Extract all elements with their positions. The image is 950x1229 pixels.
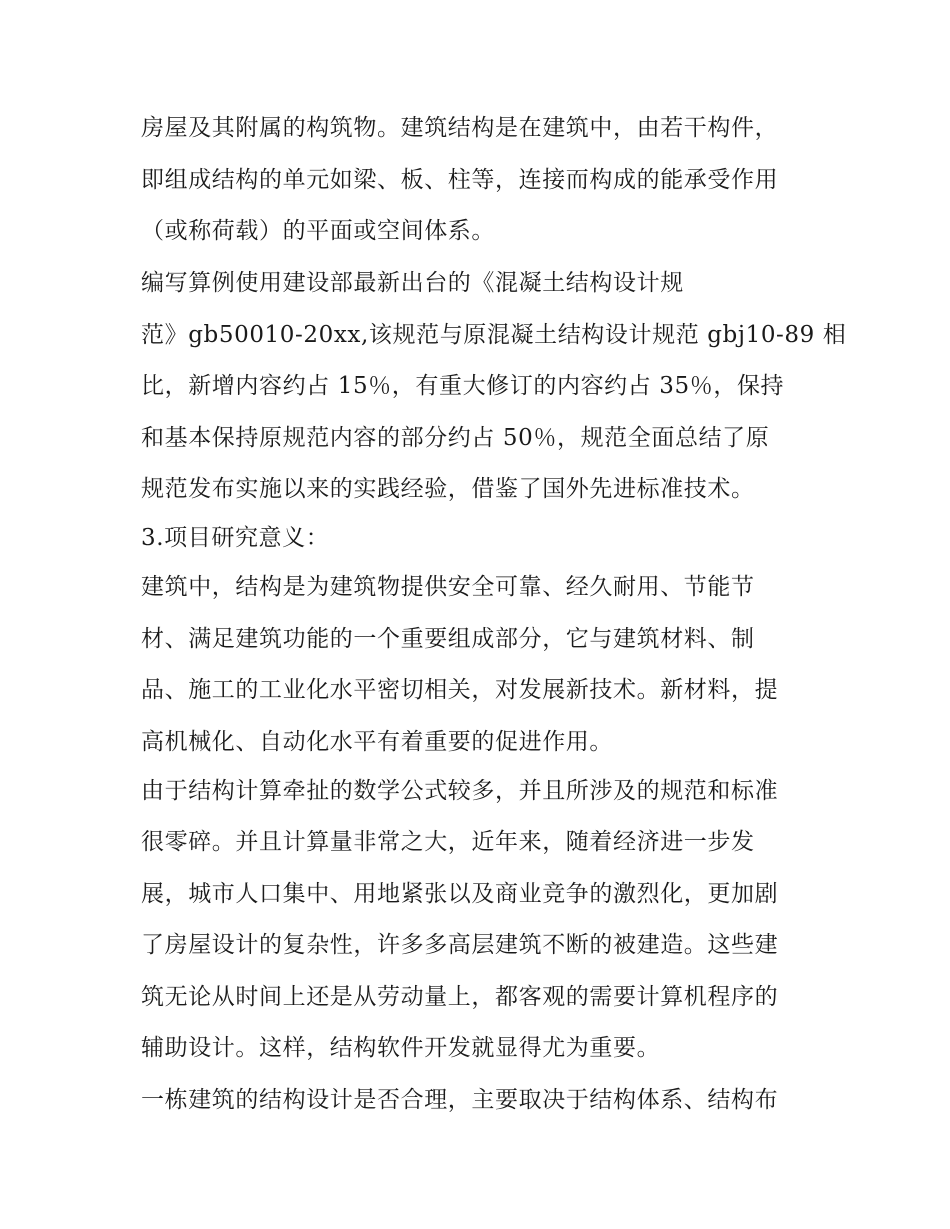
text-line: 编写算例使用建设部最新出台的《混凝土结构设计规 bbox=[141, 270, 684, 296]
text-line: 建筑中，结构是为建筑物提供安全可靠、经久耐用、节能节 bbox=[141, 574, 755, 600]
text-line: 由于结构计算牵扯的数学公式较多，并且所涉及的规范和标准 bbox=[141, 778, 779, 804]
text-line: 筑无论从时间上还是从劳动量上，都客观的需要计算机程序的 bbox=[141, 984, 779, 1010]
text-line: 很零碎。并且计算量非常之大，近年来，随着经济进一步发 bbox=[141, 829, 755, 855]
text-line: 比，新增内容约占 15％，有重大修订的内容约占 35％，保持 bbox=[141, 373, 785, 399]
text-line: 辅助设计。这样，结构软件开发就显得尤为重要。 bbox=[141, 1035, 661, 1061]
text-line: 规范发布实施以来的实践经验，借鉴了国外先进标准技术。 bbox=[141, 476, 755, 502]
text-line: 范》gb50010-20xx,该规范与原混凝土结构设计规范 gbj10-89 相 bbox=[141, 322, 847, 348]
section-heading: 3.项目研究意义： bbox=[141, 525, 330, 551]
text-line: 高机械化、自动化水平有着重要的促进作用。 bbox=[141, 729, 613, 755]
text-line: 和基本保持原规范内容的部分约占 50％，规范全面总结了原 bbox=[141, 425, 770, 451]
text-line: 即组成结构的单元如梁、板、柱等，连接而构成的能承受作用 bbox=[141, 167, 779, 193]
text-line: 了房屋设计的复杂性，许多多高层建筑不断的被建造。这些建 bbox=[141, 932, 779, 958]
text-line: 材、满足建筑功能的一个重要组成部分，它与建筑材料、制 bbox=[141, 626, 755, 652]
text-line: 展，城市人口集中、用地紧张以及商业竞争的激烈化，更加剧 bbox=[141, 881, 779, 907]
text-line: 品、施工的工业化水平密切相关，对发展新技术。新材料，提 bbox=[141, 677, 779, 703]
text-line: （或称荷载）的平面或空间体系。 bbox=[141, 218, 495, 244]
text-line: 一栋建筑的结构设计是否合理，主要取决于结构体系、结构布 bbox=[141, 1087, 779, 1113]
text-line: 房屋及其附属的构筑物。建筑结构是在建筑中，由若干构件， bbox=[141, 115, 779, 141]
